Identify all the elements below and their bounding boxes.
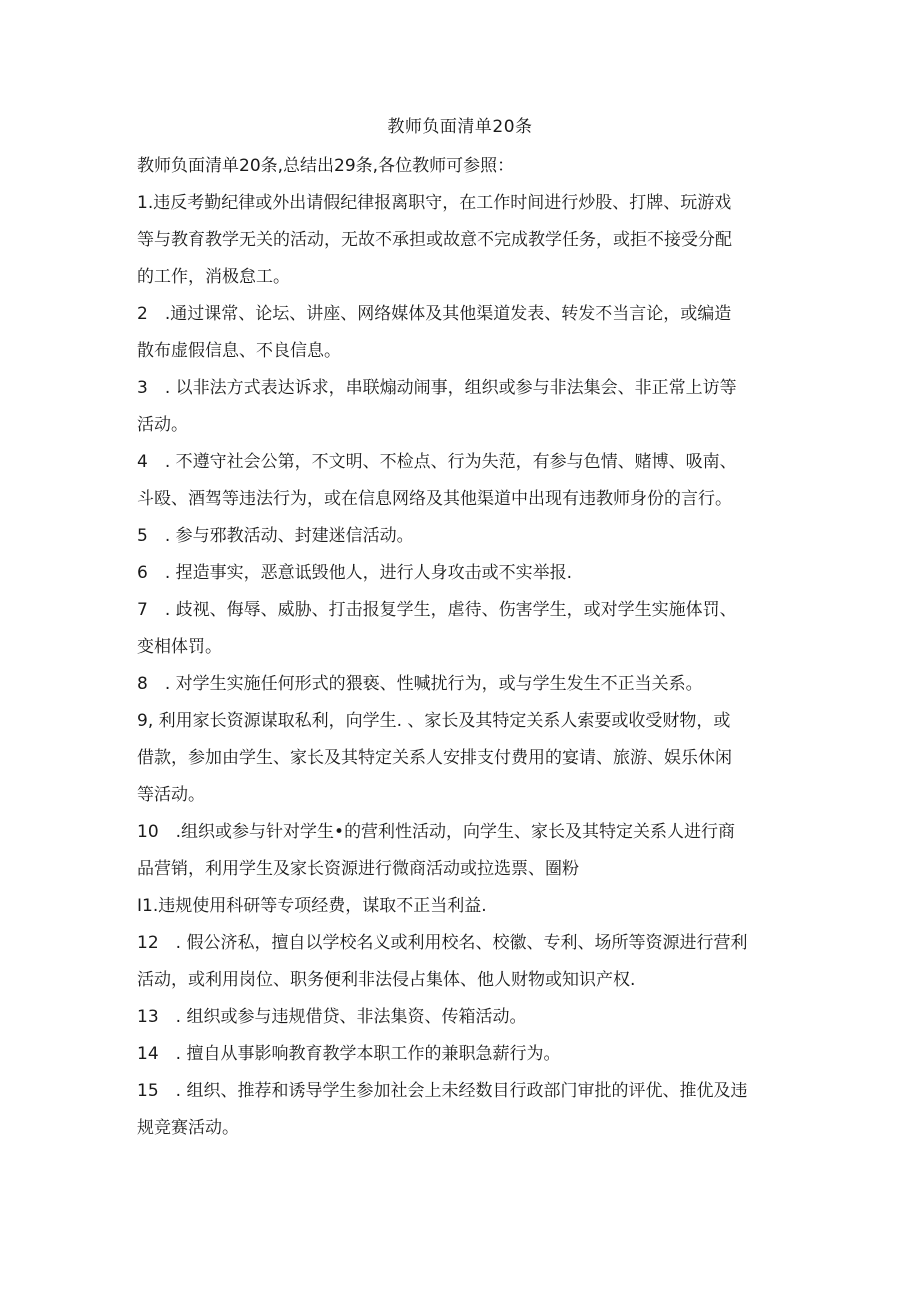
item-line: 14 . 擅自从事影响教育教学本职工作的兼职急薪行为。	[137, 1044, 561, 1064]
list-item-10	[137, 814, 787, 888]
list-item-14	[137, 1036, 787, 1073]
document-body	[137, 148, 787, 1147]
list-item-6	[137, 555, 787, 592]
list-item-4	[137, 444, 787, 518]
item-line: 借款，参加由学生、家长及其特定关系人安排支付费用的宴请、旅游、娱乐休闲	[137, 748, 732, 768]
list-item-12	[137, 925, 787, 999]
list-item-2	[137, 296, 787, 370]
item-line: 10 .组织或参与针对学生•的营利性活动，向学生、家长及其特定关系人进行商	[137, 822, 736, 842]
item-line: 12 . 假公济私，擅自以学校名义或利用校名、校徽、专利、场所等资源进行营利	[137, 933, 748, 953]
list-item-3	[137, 370, 787, 444]
list-item-7	[137, 592, 787, 666]
list-item-13	[137, 999, 787, 1036]
item-line: 散布虚假信息、不良信息。	[137, 341, 341, 361]
item-line: I1.违规使用科研等专项经费，谋取不正当利益.	[137, 896, 487, 916]
list-item-9	[137, 703, 787, 814]
item-line: 3 . 以非法方式表达诉求，串联煽动闹事，组织或参与非法集会、非正常上访等	[137, 378, 737, 398]
item-line: 13 . 组织或参与违规借贷、非法集资、传箱活动。	[137, 1007, 527, 1027]
list-item-8	[137, 666, 787, 703]
item-line: 斗殴、酒驾等违法行为，或在信息网络及其他渠道中出现有违教师身份的言行。	[137, 489, 732, 509]
item-line: 4 . 不遵守社会公第，不文明、不检点、行为失范，有参与色情、赌博、吸南、	[137, 452, 737, 472]
item-line: 活动，或利用岗位、职务便利非法侵占集体、他人财物或知识产权.	[137, 970, 636, 990]
item-line: 品营销，利用学生及家长资源进行微商活动或拉选票、圈粉	[137, 859, 579, 879]
item-line: 7 . 歧视、侮辱、威胁、打击报复学生，虐待、伤害学生，或对学生实施体罚、	[137, 600, 737, 620]
document-title: 教师负面清单20条	[387, 117, 533, 137]
intro-paragraph	[137, 148, 787, 185]
list-item-11	[137, 888, 787, 925]
item-line: 规竞赛活动。	[137, 1118, 239, 1138]
item-line: 1.违反考勤纪律或外出请假纪律报离职守，在工作时间进行炒股、打牌、玩游戏	[137, 193, 732, 213]
item-line: 9, 利用家长资源谋取私利，向学生. 、家长及其特定关系人索要或收受财物，或	[137, 711, 731, 731]
item-line: 15 . 组织、推荐和诱导学生参加社会上未经数目行政部门审批的评优、推优及违	[137, 1081, 748, 1101]
item-line: 8 . 对学生实施任何形式的猥亵、性喊扰行为，或与学生发生不正当关系。	[137, 674, 703, 694]
list-item-5	[137, 518, 787, 555]
intro-line: 教师负面清单20条,总结出29条,各位教师可参照：	[137, 156, 515, 176]
item-line: 6 . 捏造事实，恶意诋毁他人，进行人身攻击或不实举报.	[137, 563, 573, 583]
item-line: 等与教育教学无关的活动，无故不承担或故意不完成教学任务，或拒不接受分配	[137, 230, 732, 250]
item-line: 等活动。	[137, 785, 205, 805]
item-line: 5 . 参与邪教活动、封建迷信活动。	[137, 526, 414, 546]
item-line: 的工作，消极怠工。	[137, 267, 290, 287]
item-line: 2 .通过课常、论坛、讲座、网络媒体及其他渠道发表、转发不当言论，或编造	[137, 304, 732, 324]
item-line: 变相体罚。	[137, 637, 222, 657]
list-item-15	[137, 1073, 787, 1147]
item-line: 活动。	[137, 415, 188, 435]
list-item-1	[137, 185, 787, 296]
